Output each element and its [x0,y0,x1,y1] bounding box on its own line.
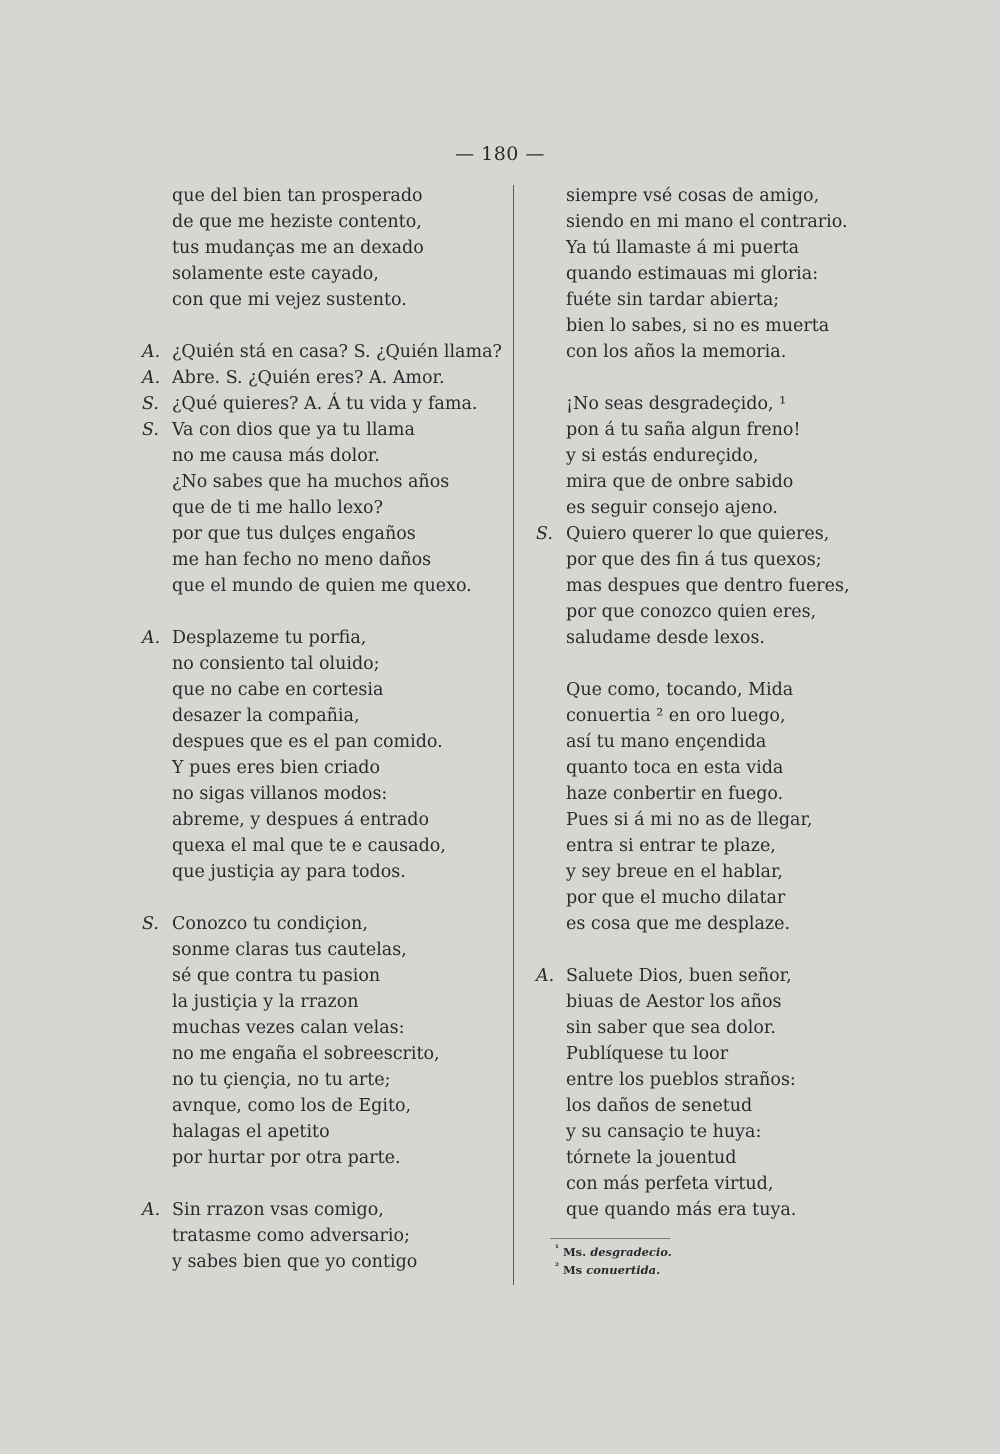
verse-line [136,573,506,599]
right-column [530,183,865,1249]
verse-text: por que conozco quien eres, [566,602,817,622]
verse-line [136,339,506,365]
footnote-text: desgradecio. [590,1244,672,1259]
verse-line [530,833,865,859]
verse-text: muchas vezes calan velas: [172,1018,405,1038]
verse-text: sin saber que sea dolor. [566,1018,776,1038]
verse-text: tórnete la jouentud [566,1148,737,1168]
verse-line [136,1067,506,1093]
verse-text: mira que de onbre sabido [566,472,794,492]
speaker-label: S. [536,524,553,544]
verse-line [136,807,506,833]
verse-text: mas despues que dentro fueres, [566,576,850,596]
verse-line [530,599,865,625]
speaker-label: S. [142,914,159,934]
verse-text: así tu mano ençendida [566,732,767,752]
verse-line [136,547,506,573]
left-column [136,183,506,1301]
footnote-mark: ² [555,1261,559,1272]
verse-text: que de ti me hallo lexo? [172,498,383,518]
footnote-prefix: Ms [562,1262,583,1277]
verse-text: avnque, como los de Egito, [172,1096,412,1116]
verse-text: halagas el apetito [172,1122,330,1142]
verse-line [530,963,865,989]
verse-line [530,287,865,313]
verse-text: con más perfeta virtud, [566,1174,774,1194]
verse-text: es cosa que me desplaze. [566,914,791,934]
stanza [530,391,865,651]
stanza [136,625,506,885]
footnote-text: conuertida. [586,1262,661,1277]
verse-line [530,1171,865,1197]
verse-text: quexa el mal que te e causado, [172,836,446,856]
verse-text: de que me heziste contento, [172,212,422,232]
verse-text: ¿No sabes que ha muchos años [172,472,450,492]
speaker-label: A. [536,966,555,986]
verse-text: solamente este cayado, [172,264,379,284]
verse-line [136,469,506,495]
verse-text: no me engaña el sobreescrito, [172,1044,440,1064]
verse-text: y sey breue en el hablar, [566,862,783,882]
verse-text: no consiento tal oluido; [172,654,380,674]
verse-text: Va con dios que ya tu llama [172,420,415,440]
verse-line [530,755,865,781]
verse-text: por que tus dulçes engaños [172,524,416,544]
verse-text: tus mudanças me an dexado [172,238,424,258]
verse-text: Pues si á mi no as de llegar, [566,810,813,830]
verse-text: no me causa más dolor. [172,446,380,466]
verse-line [136,287,506,313]
page-number: — 180 — [455,143,545,165]
verse-line [530,209,865,235]
verse-text: biuas de Aestor los años [566,992,782,1012]
verse-text: haze conbertir en fuego. [566,784,784,804]
verse-line [530,781,865,807]
verse-line [530,573,865,599]
verse-text: conuertia ² en oro luego, [566,706,786,726]
verse-line [136,677,506,703]
verse-text: desazer la compañia, [172,706,360,726]
verse-line [530,911,865,937]
verse-text: Desplazeme tu porfia, [172,628,367,648]
verse-text: que del bien tan prosperado [172,186,423,206]
verse-text: con que mi vejez sustento. [172,290,407,310]
verse-line [530,339,865,365]
verse-text: que justiçia ay para todos. [172,862,406,882]
verse-text: que el mundo de quien me quexo. [172,576,472,596]
verse-text: ¡No seas desgradeçido, ¹ [566,394,787,414]
verse-text: no tu çiençia, no tu arte; [172,1070,391,1090]
stanza [136,183,506,313]
verse-text: Conozco tu condiçion, [172,914,368,934]
verse-text: Quiero querer lo que quieres, [566,524,830,544]
verse-text: quanto toca en esta vida [566,758,784,778]
verse-text: pon á tu saña algun freno! [566,420,801,440]
speaker-label: S. [142,394,159,414]
verse-text: entra si entrar te plaze, [566,836,776,856]
verse-line [530,1041,865,1067]
verse-line [136,859,506,885]
verse-text: Abre. S. ¿Quién eres? A. Amor. [172,368,445,388]
verse-line [136,495,506,521]
verse-line [530,885,865,911]
verse-line [136,781,506,807]
verse-line [136,625,506,651]
verse-line [136,235,506,261]
verse-line [530,807,865,833]
verse-line [530,261,865,287]
verse-text: y si estás endureçido, [566,446,759,466]
stanza [530,963,865,1223]
verse-line [136,989,506,1015]
verse-line [530,547,865,573]
verse-line [530,1145,865,1171]
verse-text: ¿Qué quieres? A. Á tu vida y fama. [172,394,478,414]
verse-text: sé que contra tu pasion [172,966,381,986]
verse-line [530,417,865,443]
verse-line [136,1041,506,1067]
verse-line [136,937,506,963]
verse-text: la justiçia y la rrazon [172,992,359,1012]
verse-line [530,1067,865,1093]
verse-text: entre los pueblos straños: [566,1070,796,1090]
footnote-prefix: Ms. [562,1244,587,1259]
speaker-label: A. [142,628,161,648]
verse-line [136,443,506,469]
verse-text: fuéte sin tardar abierta; [566,290,780,310]
verse-line [530,677,865,703]
verse-line [136,1145,506,1171]
footnotes [555,1242,672,1278]
stanza [136,1197,506,1275]
verse-text: sonme claras tus cautelas, [172,940,407,960]
verse-text: siempre vsé cosas de amigo, [566,186,820,206]
speaker-label: S. [142,420,159,440]
verse-line [136,417,506,443]
verse-line [136,833,506,859]
verse-text: por que des fin á tus quexos; [566,550,822,570]
verse-text: que quando más era tuya. [566,1200,797,1220]
verse-text: y sabes bien que yo contigo [172,1252,418,1272]
verse-line [136,521,506,547]
verse-text: Ya tú llamaste á mi puerta [566,238,800,258]
verse-line [136,729,506,755]
verse-text: Publíquese tu loor [566,1044,729,1064]
verse-line [530,313,865,339]
verse-text: los daños de senetud [566,1096,753,1116]
verse-line [136,1119,506,1145]
verse-text: no sigas villanos modos: [172,784,388,804]
verse-text: es seguir consejo ajeno. [566,498,778,518]
verse-line [530,443,865,469]
verse-line [530,235,865,261]
footnote [555,1260,672,1278]
verse-line [136,1093,506,1119]
verse-line [136,209,506,235]
speaker-label: A. [142,368,161,388]
footnote [555,1242,672,1260]
verse-text: me han fecho no meno daños [172,550,432,570]
verse-line [136,651,506,677]
verse-line [530,859,865,885]
stanza [530,677,865,937]
verse-text: bien lo sabes, si no es muerta [566,316,830,336]
verse-line [136,755,506,781]
verse-line [530,1015,865,1041]
verse-line [136,1015,506,1041]
verse-text: Saluete Dios, buen señor, [566,966,792,986]
verse-line [530,989,865,1015]
verse-text: que no cabe en cortesia [172,680,384,700]
verse-line [136,391,506,417]
verse-text: ¿Quién stá en casa? S. ¿Quién llama? [172,342,502,362]
verse-text: por que el mucho dilatar [566,888,786,908]
verse-line [136,261,506,287]
verse-line [136,183,506,209]
verse-line [136,911,506,937]
verse-line [530,625,865,651]
column-divider [513,185,514,1285]
footnote-mark: ¹ [555,1244,559,1254]
verse-line [136,963,506,989]
verse-line [136,365,506,391]
verse-line [136,1197,506,1223]
verse-line [530,521,865,547]
verse-line [530,391,865,417]
verse-text: saludame desde lexos. [566,628,765,648]
verse-line [530,1093,865,1119]
verse-line [530,469,865,495]
verse-text: siendo en mi mano el contrario. [566,212,848,232]
verse-text: tratasme como adversario; [172,1226,410,1246]
verse-text: con los años la memoria. [566,342,787,362]
speaker-label: A. [142,342,161,362]
verse-text: quando estimauas mi gloria: [566,264,819,284]
verse-line [136,1249,506,1275]
footnote-divider [550,1238,670,1239]
verse-line [136,1223,506,1249]
stanza [530,183,865,365]
verse-text: abreme, y despues á entrado [172,810,429,830]
verse-line [136,703,506,729]
stanza [136,339,506,599]
stanza [136,911,506,1171]
verse-text: y su cansaçio te huya: [566,1122,762,1142]
verse-line [530,1197,865,1223]
verse-line [530,703,865,729]
verse-line [530,1119,865,1145]
verse-line [530,495,865,521]
verse-text: Sin rrazon vsas comigo, [172,1200,384,1220]
verse-text: por hurtar por otra parte. [172,1148,401,1168]
speaker-label: A. [142,1200,161,1220]
verse-text: Y pues eres bien criado [172,758,381,778]
verse-text: Que como, tocando, Mida [566,680,794,700]
verse-line [530,183,865,209]
verse-line [530,729,865,755]
verse-text: despues que es el pan comido. [172,732,443,752]
